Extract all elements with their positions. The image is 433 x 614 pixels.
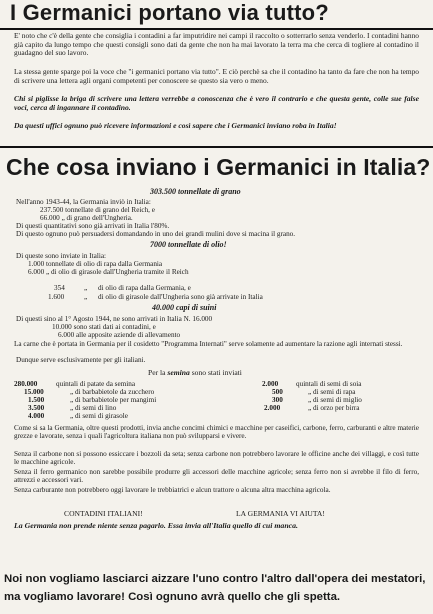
grain-line: Di questo ognuno può persuadersi domandando in uno dei grandi mulini dove si macina il grano. (16, 230, 296, 238)
slogan-contadini: CONTADINI ITALIANI! (64, 509, 143, 518)
grain-title: 303.500 tonnellate di grano (150, 187, 241, 196)
rumour-paragraph: La stessa gente sparge poi la voce che "i germanici portano via tutto". E ciò perchè sa che il contadino ha tanto da fare che non ha tempo di scrivere una lettera agli organi competenti per conoscere se questo sia vero o meno. (14, 67, 419, 85)
oil-arrived-text: di olio di rapa dalla Germania, e (98, 284, 191, 292)
grain-line: Nell'anno 1943-44, la Germania inviò in Italia: (16, 198, 151, 206)
pigs-line: 10.000 sono stati dati ai contadini, e (52, 323, 156, 331)
bold-paragraph-offices: Da questi uffici ognuno può ricevere informazioni e così sapere che i Germanici inviano roba in Italia! (14, 121, 337, 130)
oil-arrived-text: di olio di girasole dall'Ungheria sono già arrivate in Italia (98, 293, 263, 301)
section-divider (0, 146, 433, 148)
closing-paragraph: Come si sa la Germania, oltre questi prodotti, invia anche concimi chimici e macchine per caseifici, carbone, ferro, carburanti e altre materie grezze e lavorate, senza i quali l'agricoltura italiana non può svilupparsi e vivere. (14, 424, 419, 440)
pigs-paragraph: La carne che è portata in Germania per il cosidetto "Programma Internati" serve solamente ad aumentare la razione agli internati stessi. (14, 340, 403, 348)
final-line-2: ma vogliamo lavorare! Così ognuno avrà quello che gli spetta. (4, 591, 341, 603)
seed-text: „ di barbabietole da zucchero (70, 388, 155, 396)
closing-paragraph: Senza il ferro germanico non sarebbe possibile produrre gli accessori delle macchine agricole; senza ferro non si avrebbe il filo di ferro, attrezzi e accessori vari. (14, 468, 419, 484)
oil-arrived-qty: 354 (54, 284, 65, 292)
seed-text: „ di orzo per birra (308, 404, 360, 412)
heading-cosa-inviano: Che cosa inviano i Germanici in Italia? (6, 154, 431, 180)
oil-line: 6.000 „ di olio di girasole dall'Ungheria tramite il Reich (28, 268, 189, 276)
seed-qty: 500 (272, 388, 283, 396)
seed-qty: 280.000 (14, 380, 38, 388)
seeds-intro-after: sono stati inviati (191, 368, 242, 377)
pigs-line: Dunque serve esclusivamente per gli italiani. (16, 356, 146, 364)
seed-qty: 3.500 (28, 404, 45, 412)
grain-line: 66.000 „ di grano dell'Ungheria. (40, 214, 133, 222)
pigs-line: Di questi sino al 1° Agosto 1944, ne sono arrivati in Italia N. 16.000 (16, 315, 213, 323)
bold-paragraph-letter: Chi si piglisse la briga di scrivere una lettera verrebbe a conoscenza che è vero il contrario e che questa gente, colle sue false voci, cerca di ingannare il contadino. (14, 94, 419, 112)
grain-line: Di questi quantitativi sono già arrivati in Italia l'80%. (16, 222, 170, 230)
grain-line: 237.500 tonnellate di grano del Reich, e (40, 206, 155, 214)
seed-qty: 15.000 (24, 388, 44, 396)
intro-paragraph: E' noto che c'è della gente che consiglia i contadini a far imputridire nei campi il raccolto o sotterrarlo senza venderlo. I contadini hanno già capito da lungo tempo che questi consigli sono dati da gente che non ha mai lavorato la terra ma che cerca di togliere al contadino il guadagno del suo lavoro. (14, 31, 419, 58)
seed-text: quintali di semi di soia (296, 380, 362, 388)
seeds-intro (148, 368, 242, 377)
seed-qty: 1.500 (28, 396, 45, 404)
seeds-intro-before: Per la (148, 368, 166, 377)
seed-text: „ di barbabietole per mangimi (70, 396, 157, 404)
seed-qty: 4.000 (28, 412, 45, 420)
bold-closing-statement: La Germania non prende niente senza pagarlo. Essa invia all'Italia quello di cui manca. (14, 521, 298, 530)
oil-arrived-unit: „ (84, 293, 88, 301)
oil-line: 1.000 tonnellate di olio di rapa dalla Germania (28, 260, 163, 268)
slogan-germania-aiuta: LA GERMANIA VI AIUTA! (236, 509, 325, 518)
seed-text: quintali di patate da semina (56, 380, 136, 388)
oil-title: 7000 tonnellate di olio! (150, 240, 227, 249)
seed-qty: 300 (272, 396, 283, 404)
seed-qty: 2.000 (262, 380, 279, 388)
oil-line: Di queste sono inviate in Italia: (16, 252, 107, 260)
title-bar (0, 0, 433, 30)
closing-paragraph: Senza carburante non potrebbero oggi lavorare le trebbiatrici e alcun trattore o alcuna altra macchina agricola. (14, 486, 331, 494)
seeds-intro-bold: semina (167, 368, 190, 377)
pigs-title: 40.000 capi di suini (152, 303, 217, 312)
closing-paragraph: Senza il carbone non si possono essiccare i bozzoli da seta; senza carbone non potrebbero lavorare le officine anche dei villaggi, e così tutte le macchine agricole. (14, 450, 419, 466)
oil-arrived-unit: „ (84, 284, 88, 292)
seed-qty: 2.000 (264, 404, 281, 412)
seed-text: „ di semi di girasole (70, 412, 128, 420)
seed-text: „ di semi di miglio (308, 396, 362, 404)
heading-germanici-portano: I Germanici portano via tutto? (10, 0, 329, 25)
pigs-line: 6.000 alle apposite aziende di allevamento (58, 331, 181, 339)
seed-text: „ di semi di lino (70, 404, 117, 412)
final-line-1: Noi non vogliamo lasciarci aizzare l'uno contro l'altro dall'opera dei mestatori, (4, 573, 426, 585)
oil-arrived-qty: 1.600 (48, 293, 65, 301)
seed-text: „ di semi di rapa (308, 388, 356, 396)
